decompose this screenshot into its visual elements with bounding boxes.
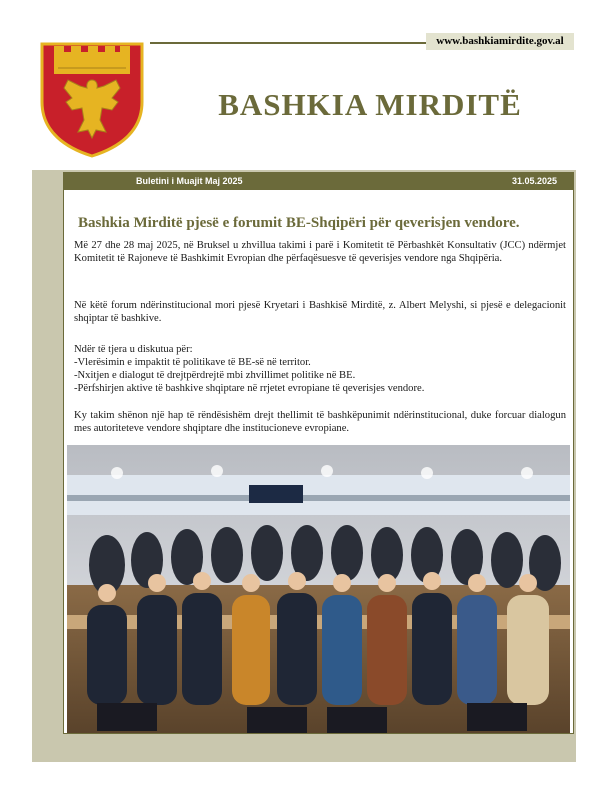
header-rule	[150, 42, 432, 44]
group-photo	[67, 445, 570, 733]
crest-wall	[54, 52, 130, 74]
page-title: BASHKIA MIRDITË	[218, 87, 522, 122]
topics-intro: Ndër të tjera u diskutua për:	[74, 344, 193, 355]
bulletin-label: Buletini i Muajit Maj 2025	[136, 176, 243, 186]
bulletin-content	[63, 172, 574, 734]
topics-list	[74, 343, 566, 395]
article-paragraph: Në këtë forum ndërinstitucional mori pjesë Kryetari i Bashkisë Mirditë, z. Albert Melyshi, si pjesë e delegacionit shqiptar të bashkive.	[74, 300, 566, 324]
bulletin-bar	[64, 173, 573, 190]
article-paragraph: Ky takim shënon një hap të rëndësishëm drejt thellimit të bashkëpunimit ndërinstitucional, duke forcuar dialogun mes autoriteteve vendore shqiptare dhe institucioneve evropiane.	[74, 410, 566, 434]
article-paragraph: Më 27 dhe 28 maj 2025, në Bruksel u zhvillua takimi i parë i Komitetit të Përbashkët Konsultativ (JCC) ndërmjet Komitetit të Rajoneve të Bashkimit Evropian dhe përfaqësuesve të qeverisjes vendore nga Shqipëria.	[74, 240, 566, 264]
topic-item: -Vlerësimin e impaktit të politikave të BE-së në territor.	[74, 357, 311, 368]
topic-item: -Përfshirjen aktive të bashkive shqiptare në rrjetet evropiane të qeverisjes vendore.	[74, 383, 425, 394]
screen	[249, 485, 303, 503]
topic-item: -Nxitjen e dialogut të drejtpërdrejtë mbi zhvillimet politike në BE.	[74, 370, 356, 381]
municipality-crest	[38, 40, 146, 158]
website-url[interactable]: www.bashkiamirdite.gov.al	[426, 33, 574, 50]
bulletin-date: 31.05.2025	[511, 176, 557, 186]
article-headline: Bashkia Mirditë pjesë e forumit BE-Shqipëri për qeverisjen vendore.	[78, 215, 520, 231]
